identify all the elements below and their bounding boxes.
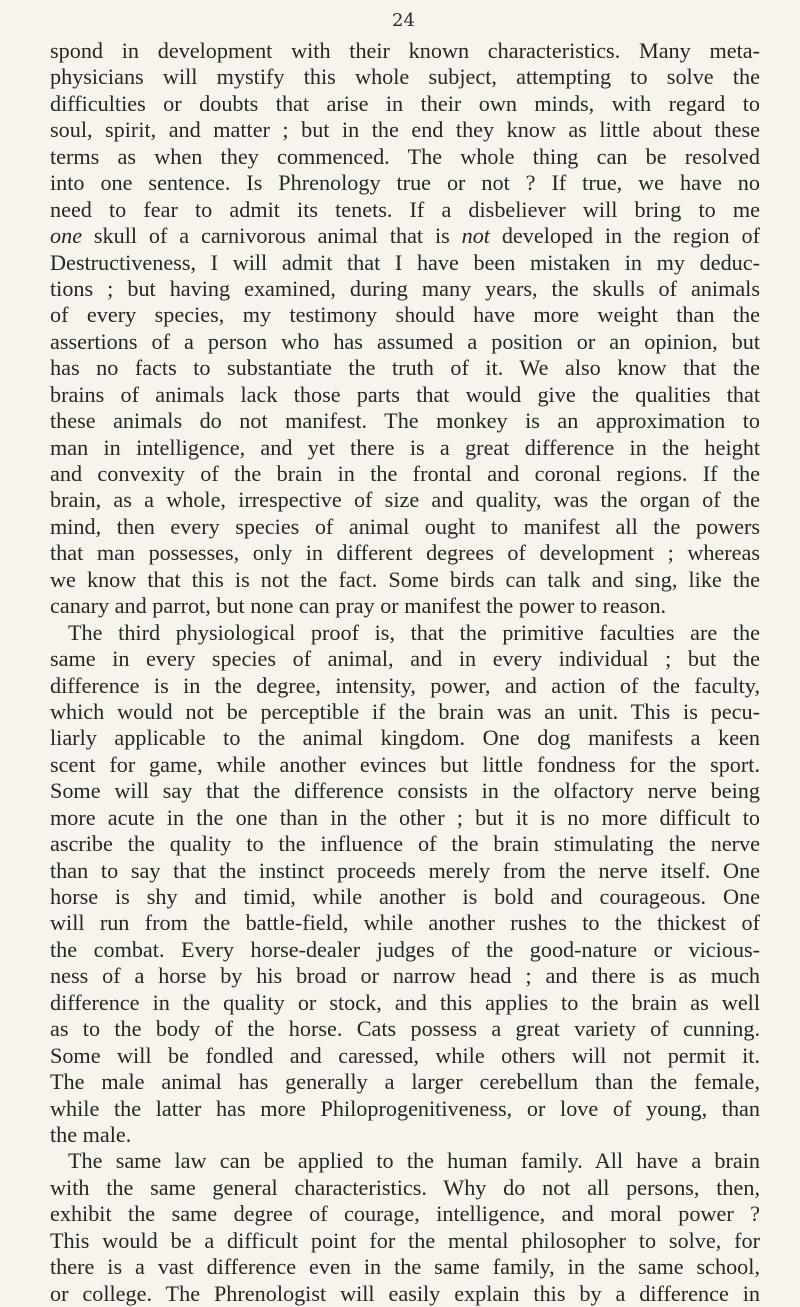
text-line bbox=[50, 1148, 760, 1174]
text-line bbox=[50, 329, 760, 355]
text-line bbox=[50, 910, 760, 936]
text-line bbox=[50, 1069, 760, 1095]
text-segment: The same law can be applied to the human family. All have a brain bbox=[68, 1148, 760, 1174]
text-segment: mind, then every species of animal ought to manifest all the powers bbox=[50, 513, 760, 539]
text-line bbox=[50, 461, 760, 487]
text-segment: skull of a carnivorous animal that is bbox=[82, 223, 462, 249]
text-segment: need to fear to admit its tenets. If a disbeliever will bring to me bbox=[50, 196, 760, 222]
text-line bbox=[50, 1016, 760, 1042]
text-line bbox=[50, 487, 760, 513]
text-segment: assertions of a person who has assumed a position or an opinion, but bbox=[50, 328, 760, 354]
text-line bbox=[50, 778, 760, 804]
text-line bbox=[50, 752, 760, 778]
text-line bbox=[50, 64, 760, 90]
text-segment: tions ; but having examined, during many years, the skulls of animals bbox=[50, 275, 760, 301]
text-segment: scent for game, while another evinces but little fondness for the sport. bbox=[50, 751, 760, 777]
text-segment: The third physiological proof is, that the primitive faculties are the bbox=[68, 619, 760, 645]
text-segment: difference in the quality or stock, and this applies to the brain as well bbox=[50, 989, 760, 1015]
text-segment: brain, as a whole, irrespective of size and quality, was the organ of the bbox=[50, 487, 760, 513]
text-segment: same in every species of animal, and in every individual ; but the bbox=[50, 646, 760, 672]
text-segment: spond in development with their known characteristics. Many meta- bbox=[50, 38, 760, 63]
text-line bbox=[50, 144, 760, 170]
text-line bbox=[50, 355, 760, 381]
text-segment: difficulties or doubts that arise in their own minds, with regard to bbox=[50, 90, 760, 116]
text-line bbox=[50, 38, 760, 64]
italic-text: one bbox=[50, 223, 83, 249]
italic-text: not bbox=[461, 223, 490, 249]
text-segment: canary and parrot, but none can pray or manifest the power to reason. bbox=[50, 593, 667, 619]
text-segment: developed in the region of bbox=[489, 223, 760, 249]
text-line bbox=[50, 1254, 760, 1280]
text-line bbox=[50, 1122, 760, 1148]
text-segment: and convexity of the brain in the frontal and coronal regions. If the bbox=[50, 461, 760, 486]
text-segment: exhibit the same degree of courage, intelligence, and moral power ? bbox=[50, 1201, 760, 1227]
text-segment: Destructiveness, I will admit that I have been mistaken in my deduc- bbox=[50, 249, 760, 275]
text-line bbox=[50, 725, 760, 751]
text-line bbox=[50, 1096, 760, 1122]
text-segment: liarly applicable to the animal kingdom. One dog manifests a keen bbox=[50, 725, 760, 751]
text-segment: the male. bbox=[50, 1121, 132, 1147]
text-line bbox=[50, 223, 760, 249]
text-segment: into one sentence. Is Phrenology true or not ? If true, we have no bbox=[50, 170, 760, 196]
text-segment: This would be a difficult point for the mental philosopher to solve, for bbox=[50, 1227, 760, 1253]
text-segment: more acute in the one than in the other ; but it is no more difficult to bbox=[50, 804, 760, 830]
text-line bbox=[50, 540, 760, 566]
text-segment: while the latter has more Philoprogenitiveness, or love of young, than bbox=[50, 1095, 760, 1121]
text-segment: the combat. Every horse-dealer judges of the good-nature or vicious- bbox=[50, 936, 760, 962]
text-line bbox=[50, 963, 760, 989]
text-line bbox=[50, 117, 760, 143]
text-line bbox=[50, 408, 760, 434]
text-segment: than to say that the instinct proceeds merely from the nerve itself. One bbox=[50, 857, 760, 883]
text-line bbox=[50, 673, 760, 699]
text-line bbox=[50, 1175, 760, 1201]
text-segment: physicians will mystify this whole subject, attempting to solve the bbox=[50, 64, 760, 90]
text-segment: or college. The Phrenologist will easily explain this by a difference in bbox=[50, 1280, 760, 1306]
text-line bbox=[50, 1201, 760, 1227]
text-segment: brains of animals lack those parts that would give the qualities that bbox=[50, 381, 760, 407]
text-segment: soul, spirit, and matter ; but in the end they know as little about these bbox=[50, 117, 760, 143]
text-line bbox=[50, 831, 760, 857]
text-segment: Some will be fondled and caressed, while others will not permit it. bbox=[50, 1042, 760, 1068]
text-segment: terms as when they commenced. The whole thing can be resolved bbox=[50, 143, 760, 169]
text-line bbox=[50, 646, 760, 672]
text-segment: ness of a horse by his broad or narrow head ; and there is as much bbox=[50, 963, 760, 989]
text-line bbox=[50, 302, 760, 328]
text-line bbox=[50, 1281, 760, 1307]
text-segment: as to the body of the horse. Cats possess a great variety of cunning. bbox=[50, 1016, 760, 1042]
text-line bbox=[50, 620, 760, 646]
text-line bbox=[50, 514, 760, 540]
text-line bbox=[50, 197, 760, 223]
text-segment: horse is shy and timid, while another is bold and courageous. One bbox=[50, 884, 760, 909]
text-segment: there is a vast difference even in the same family, in the same school, bbox=[50, 1254, 760, 1280]
text-line bbox=[50, 276, 760, 302]
text-segment: of every species, my testimony should have more weight than the bbox=[50, 302, 760, 328]
text-line bbox=[50, 435, 760, 461]
text-line bbox=[50, 1043, 760, 1069]
text-segment: will run from the battle-field, while another rushes to the thickest of bbox=[50, 910, 760, 936]
text-line bbox=[50, 593, 760, 619]
text-segment: The male animal has generally a larger cerebellum than the female, bbox=[50, 1069, 760, 1095]
text-line bbox=[50, 567, 760, 593]
text-segment: has no facts to substantiate the truth of it. We also know that the bbox=[50, 355, 760, 381]
text-line bbox=[50, 91, 760, 117]
text-segment: these animals do not manifest. The monkey is an approximation to bbox=[50, 408, 760, 434]
text-line bbox=[50, 858, 760, 884]
text-line bbox=[50, 250, 760, 276]
body-text bbox=[50, 38, 760, 1307]
text-line bbox=[50, 382, 760, 408]
text-line bbox=[50, 884, 760, 910]
text-line bbox=[50, 1228, 760, 1254]
page-number: 24 bbox=[392, 10, 415, 31]
text-line bbox=[50, 937, 760, 963]
text-line bbox=[50, 990, 760, 1016]
text-segment: man in intelligence, and yet there is a great difference in the height bbox=[50, 434, 760, 460]
text-segment: with the same general characteristics. Why do not all persons, then, bbox=[50, 1174, 760, 1200]
text-segment: Some will say that the difference consists in the olfactory nerve being bbox=[50, 778, 760, 804]
text-segment: ascribe the quality to the influence of the brain stimulating the nerve bbox=[50, 831, 760, 857]
text-segment: we know that this is not the fact. Some birds can talk and sing, like the bbox=[50, 566, 760, 592]
text-segment: difference is in the degree, intensity, power, and action of the faculty, bbox=[50, 672, 760, 698]
text-line bbox=[50, 699, 760, 725]
text-line bbox=[50, 805, 760, 831]
text-segment: which would not be perceptible if the brain was an unit. This is pecu- bbox=[50, 698, 760, 724]
text-line bbox=[50, 170, 760, 196]
text-segment: that man possesses, only in different degrees of development ; whereas bbox=[50, 540, 760, 566]
